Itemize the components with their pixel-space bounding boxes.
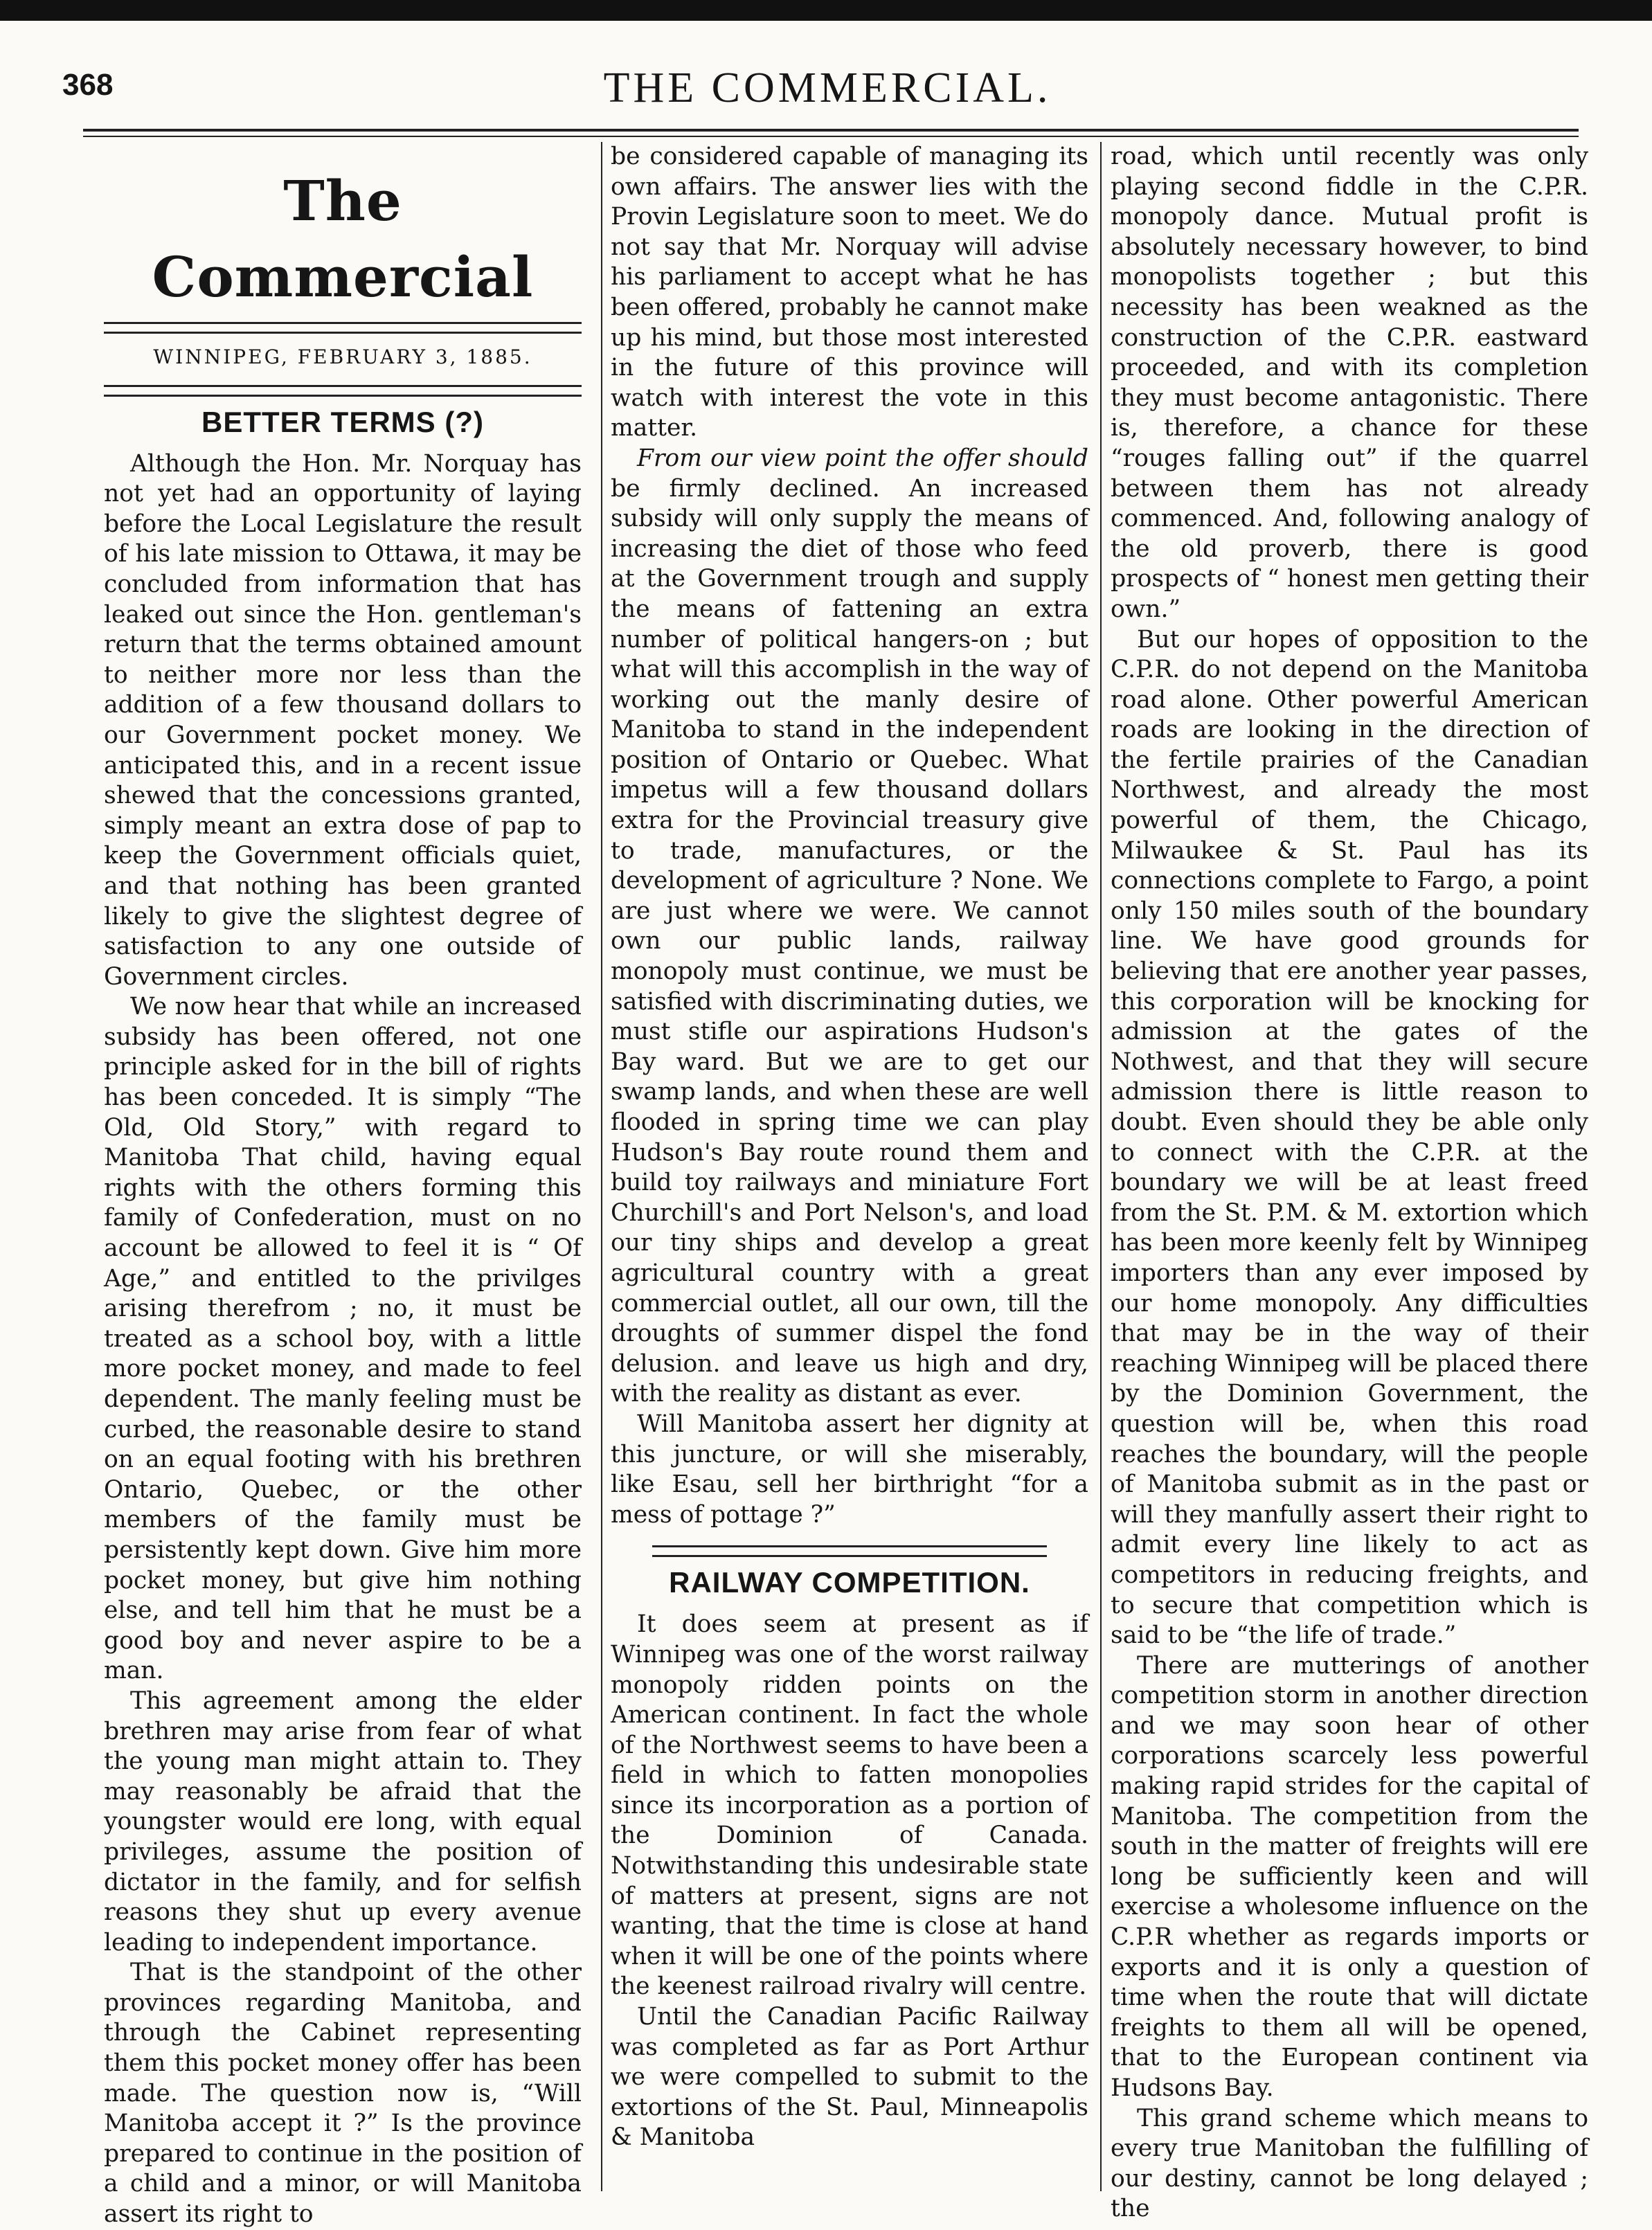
paragraph: Although the Hon. Mr. Norquay has not yet had an opportunity of laying before the Local Legislature the result of his late mission to Ottawa, it may be concluded from information that has leaked out since the Hon. gentleman's return that the terms obtained amount to neither more nor less than the addition of a few thousand dollars to our Government pocket money. We anticipated this, and in a recent issue shewed that the concessions granted, simply meant an extra dose of pap to keep the Government officials quiet, and that nothing has been granted likely to give the slightest degree of satisfaction to any one outside of Government circles. (104, 449, 582, 991)
column-2 (611, 142, 1088, 2153)
column-3 (1111, 142, 1588, 2224)
paragraph: be considered capable of managing its own affairs. The answer lies with the Provin Legislature soon to meet. We do not say that Mr. Norquay will advise his parliament to accept what he has been offered, probably he cannot make up his mind, but those most interested in the future of this province will watch with interest the vote in this matter. (611, 143, 1088, 442)
paragraph: That is the standpoint of the other provinces regarding Manitoba, and through the Cabinet representing them this pocket money offer has been made. The question now is, “Will Manitoba accept it ?” Is the province prepared to continue in the position of a child and a minor, or will Manitoba assert its right to (104, 1959, 582, 2229)
paragraph: road, which until recently was only playing second fiddle in the C.P.R. monopoly dance. Mutual profit is absolutely necessary however, to bind monopolists together ; but this necessity has been weakned as the construction of the C.P.R. eastward proceeded, and with its completion they must become antagonistic. There is, therefore, a chance for these “rouges falling out” if the quarrel between them has not already commenced. And, following analogy of the old proverb, there is good prospects of “ honest men getting their own.” (1111, 143, 1588, 623)
header-rule (83, 129, 1579, 132)
dateline-rule (104, 385, 582, 397)
column-divider-1 (601, 142, 602, 2191)
column-divider-2 (1100, 142, 1102, 2191)
paragraph: Until the Canadian Pacific Railway was completed as far as Port Arthur we were compelled to submit to the extortions of the St. Paul, Minneapolis & Manitoba (611, 2003, 1088, 2152)
running-title: THE COMMERCIAL. (603, 64, 1052, 111)
top-border-bar (0, 0, 1652, 21)
paragraph: This grand scheme which means to every true Manitoban the fulfilling of our destiny, cannot be long delayed ; the (1111, 2104, 1588, 2223)
paragraph: We now hear that while an increased subsidy has been offered, not one principle asked for in the bill of rights has been conceded. It is simply “The Old, Old Story,” with regard to Manitoba That child, having equal rights with the others forming this family of Confederation, must on no account be allowed to feel it is “ Of Age,” and entitled to the privilges arising therefrom ; no, it must be treated as a school boy, with a little more pocket money, and made to feel dependent. The manly feeling must be curbed, the reasonable desire to stand on an equal footing with his brethren Ontario, Quebec, or the other members of the family must be persistently kept down. Give him more pocket money, but give him nothing else, and tell him that he must be a good boy and never aspire to be a man. (104, 993, 582, 1685)
paragraph: It does seem at present as if Winnipeg was one of the worst railway monopoly ridden points on the American continent. In fact the whole of the Northwest seems to have been a field in which to fatten monopolies since its incorporation as a portion of the Dominion of Canada. Notwithstanding this undesirable state of matters at present, signs are not wanting, that the time is close at hand when it will be one of the points where the keenest railroad rivalry will centre. (611, 1610, 1088, 2001)
masthead-title: The Commercial (152, 168, 534, 309)
article-title-better-terms: BETTER TERMS (?) (201, 405, 484, 438)
dateline: WINNIPEG, FEBRUARY 3, 1885. (153, 345, 532, 368)
article-separator (652, 1545, 1047, 1557)
masthead-rule (104, 322, 582, 334)
page-header (62, 64, 1592, 119)
italic-lead: From our view point the offer should (637, 444, 1088, 472)
article-title-railway-competition: RAILWAY COMPETITION. (669, 1566, 1030, 1599)
paragraph: There are mutterings of another competition storm in another direction and we may soon hear of other corporations scarcely less powerful making rapid strides for the capital of Manitoba. The competition from the south in the matter of freights will ere long be sufficiently keen and will exercise a wholesome influence on the C.P.R whether as regards imports or exports and it is only a question of time when the route that will dictate freights to them all will be opened, that to the European continent via Hudsons Bay. (1111, 1651, 1588, 2102)
page-number: 368 (62, 68, 114, 102)
column-1 (104, 142, 582, 2230)
paragraph: But our hopes of opposition to the C.P.R. do not depend on the Manitoba road alone. Other powerful American roads are looking in the direction of the fertile prairies of the Canadian Northwest, and already the most powerful of them, the Chicago, Milwaukee & St. Paul has its connections complete to Fargo, a point only 150 miles south of the boundary line. We have good grounds for believing that ere another year passes, this corporation will be knocking for admission at the gates of the Nothwest, and that they will secure admission there is little reason to doubt. Even should they be able only to connect with the C.P.R. at the boundary we will be at least freed from the St. P.M. & M. extortion which has been more keenly felt by Winnipeg importers than any ever imposed by our home monopoly. Any difficulties that may be in the way of their reaching Winnipeg will be placed there by the Dominion Government, the question will be, when this road reaches the boundary, will the people of Manitoba submit as in the past or will they manfully assert their right to admit every line likely to act as competitors in reducing freights, and to secure that competition which is said to be “the life of trade.” (1111, 625, 1588, 1650)
paragraph: Will Manitoba assert her dignity at this juncture, or will she miserably, like Esau, sell her birthright “for a mess of pottage ?” (611, 1410, 1088, 1529)
paragraph-text: be firmly declined. An increased subsidy will only supply the means of increasing the diet of those who feed at the Government trough and supply the means of fattening an extra number of political hangers-on ; but what will this accomplish in the way of working out the manly desire of Manitoba to stand in the independent position of Ontario or Quebec. What impetus will a few thousand dollars extra for the Provincial treasury give to trade, manufactures, or the development of agriculture ? None. We are just where we were. We cannot own our public lands, railway monopoly must continue, we must be satisfied with discriminating duties, we must stifle our aspirations Hudson's Bay ward. But we are to get our swamp lands, and when these are well flooded in spring time we can play Hudson's Bay route round them and build toy railways and miniature Fort Churchill's and Port Nelson's, and load our tiny ships and develop a great agricultural country with a great commercial outlet, all our own, till the droughts of summer dispel the fond delusion. and leave us high and dry, with the reality as distant as ever. (611, 474, 1088, 1408)
paragraph (611, 444, 1088, 1410)
paragraph: This agreement among the elder brethren may arise from fear of what the young man might attain to. They may reasonably be afraid that the youngster would ere long, with equal privileges, assume the position of dictator in the family, and for selfish reasons they shut up every avenue leading to independent importance. (104, 1687, 582, 1957)
header-rule-thin (83, 136, 1579, 137)
